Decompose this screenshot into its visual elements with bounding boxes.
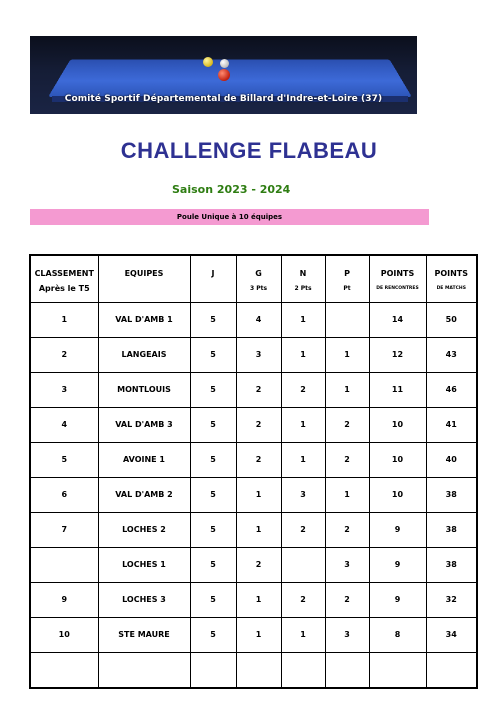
header-won <box>236 255 281 302</box>
cell-drawn <box>281 652 325 688</box>
table-row <box>30 302 477 337</box>
cell-played: 5 <box>190 337 236 372</box>
cell-won: 2 <box>236 442 281 477</box>
cell-team: MONTLOUIS <box>98 372 190 407</box>
table-row <box>30 652 477 688</box>
cell-team: LOCHES 1 <box>98 547 190 582</box>
header-won-sublabel: 3 Pts <box>249 285 268 292</box>
cell-game-points: 41 <box>426 407 477 442</box>
cell-won: 2 <box>236 547 281 582</box>
cell-game-points <box>426 652 477 688</box>
cell-lost: 2 <box>325 407 369 442</box>
cell-team <box>98 652 190 688</box>
cell-played: 5 <box>190 617 236 652</box>
cell-won: 4 <box>236 302 281 337</box>
cell-drawn: 2 <box>281 512 325 547</box>
header-game-points <box>426 255 477 302</box>
cell-rank: 1 <box>30 302 98 337</box>
cell-game-points: 43 <box>426 337 477 372</box>
cell-team: VAL D'AMB 1 <box>98 302 190 337</box>
standings-table <box>29 254 478 689</box>
cell-won: 1 <box>236 617 281 652</box>
cell-game-points: 38 <box>426 547 477 582</box>
table-header-row <box>30 255 477 302</box>
header-match-points <box>369 255 426 302</box>
page-title: CHALLENGE FLABEAU <box>120 138 378 163</box>
cell-rank: 5 <box>30 442 98 477</box>
table-row <box>30 582 477 617</box>
cell-drawn: 1 <box>281 442 325 477</box>
cell-match-points: 8 <box>369 617 426 652</box>
cell-team: STE MAURE <box>98 617 190 652</box>
header-drawn-label: N <box>299 269 307 278</box>
pool-banner: Poule Unique à 10 équipes <box>30 209 429 225</box>
cell-game-points: 40 <box>426 442 477 477</box>
cell-rank: 4 <box>30 407 98 442</box>
cell-played: 5 <box>190 407 236 442</box>
cell-team: VAL D'AMB 2 <box>98 477 190 512</box>
table-row <box>30 547 477 582</box>
cell-played: 5 <box>190 582 236 617</box>
cell-rank: 2 <box>30 337 98 372</box>
cell-played: 5 <box>190 302 236 337</box>
cell-won <box>236 652 281 688</box>
cell-rank: 3 <box>30 372 98 407</box>
cell-team: LANGEAIS <box>98 337 190 372</box>
cell-lost <box>325 652 369 688</box>
header-rank-label: CLASSEMENT <box>34 269 94 278</box>
cell-match-points: 9 <box>369 512 426 547</box>
cell-lost: 3 <box>325 547 369 582</box>
header-game-points-sublabel: DE MATCHS <box>436 286 466 291</box>
header-game-points-label: POINTS <box>434 269 469 278</box>
cell-lost: 2 <box>325 442 369 477</box>
cell-won: 1 <box>236 582 281 617</box>
cell-lost: 3 <box>325 617 369 652</box>
header-played <box>190 255 236 302</box>
cell-played: 5 <box>190 442 236 477</box>
cell-lost: 2 <box>325 512 369 547</box>
table-row <box>30 372 477 407</box>
cell-game-points: 46 <box>426 372 477 407</box>
cell-played: 5 <box>190 372 236 407</box>
table-row <box>30 442 477 477</box>
cell-drawn: 2 <box>281 582 325 617</box>
cell-game-points: 38 <box>426 477 477 512</box>
header-banner <box>30 36 417 114</box>
cell-lost: 1 <box>325 372 369 407</box>
cell-won: 2 <box>236 407 281 442</box>
cell-won: 2 <box>236 372 281 407</box>
header-drawn <box>281 255 325 302</box>
cell-team: LOCHES 2 <box>98 512 190 547</box>
header-won-label: G <box>255 269 262 278</box>
cell-lost: 1 <box>325 337 369 372</box>
cell-drawn: 1 <box>281 337 325 372</box>
header-rank <box>30 255 98 302</box>
cell-team: LOCHES 3 <box>98 582 190 617</box>
yellow-ball-icon <box>203 57 213 67</box>
cell-rank <box>30 652 98 688</box>
cell-match-points: 11 <box>369 372 426 407</box>
header-team <box>98 255 190 302</box>
white-ball-icon <box>220 59 229 68</box>
cell-drawn: 3 <box>281 477 325 512</box>
cell-team: VAL D'AMB 3 <box>98 407 190 442</box>
red-ball-icon <box>218 69 230 81</box>
cell-match-points <box>369 652 426 688</box>
cell-played: 5 <box>190 512 236 547</box>
table-row <box>30 512 477 547</box>
header-lost <box>325 255 369 302</box>
cell-won: 1 <box>236 477 281 512</box>
cell-won: 1 <box>236 512 281 547</box>
table-row <box>30 617 477 652</box>
table-body <box>30 302 477 688</box>
header-played-label: J <box>211 269 215 278</box>
cell-match-points: 12 <box>369 337 426 372</box>
table-row <box>30 337 477 372</box>
cell-played <box>190 652 236 688</box>
cell-game-points: 50 <box>426 302 477 337</box>
cell-drawn: 2 <box>281 372 325 407</box>
cell-lost <box>325 302 369 337</box>
header-rank-sublabel: Après le T5 <box>38 284 90 293</box>
cell-drawn: 1 <box>281 407 325 442</box>
billiard-table-image <box>48 59 412 97</box>
cell-rank: 7 <box>30 512 98 547</box>
header-match-points-label: POINTS <box>380 269 415 278</box>
cell-lost: 1 <box>325 477 369 512</box>
cell-match-points: 14 <box>369 302 426 337</box>
cell-lost: 2 <box>325 582 369 617</box>
table-row <box>30 407 477 442</box>
cell-rank: 6 <box>30 477 98 512</box>
header-drawn-sublabel: 2 Pts <box>294 285 312 292</box>
cell-match-points: 10 <box>369 477 426 512</box>
cell-game-points: 38 <box>426 512 477 547</box>
cell-match-points: 9 <box>369 582 426 617</box>
cell-drawn <box>281 547 325 582</box>
header-match-points-sublabel: DE RENCONTRES <box>376 286 419 291</box>
cell-rank <box>30 547 98 582</box>
cell-played: 5 <box>190 477 236 512</box>
cell-match-points: 9 <box>369 547 426 582</box>
cell-rank: 10 <box>30 617 98 652</box>
header-team-label: EQUIPES <box>124 269 164 278</box>
table-row <box>30 477 477 512</box>
cell-drawn: 1 <box>281 302 325 337</box>
cell-team: AVOINE 1 <box>98 442 190 477</box>
cell-match-points: 10 <box>369 442 426 477</box>
cell-played: 5 <box>190 547 236 582</box>
season-label: Saison 2023 - 2024 <box>172 183 291 196</box>
cell-drawn: 1 <box>281 617 325 652</box>
cell-match-points: 10 <box>369 407 426 442</box>
cell-won: 3 <box>236 337 281 372</box>
cell-game-points: 34 <box>426 617 477 652</box>
header-lost-sublabel: Pt <box>343 285 351 292</box>
cell-game-points: 32 <box>426 582 477 617</box>
cell-rank: 9 <box>30 582 98 617</box>
banner-caption: Comité Sportif Départemental de Billard d'Indre-et-Loire (37) <box>64 94 383 104</box>
header-lost-label: P <box>344 269 350 278</box>
